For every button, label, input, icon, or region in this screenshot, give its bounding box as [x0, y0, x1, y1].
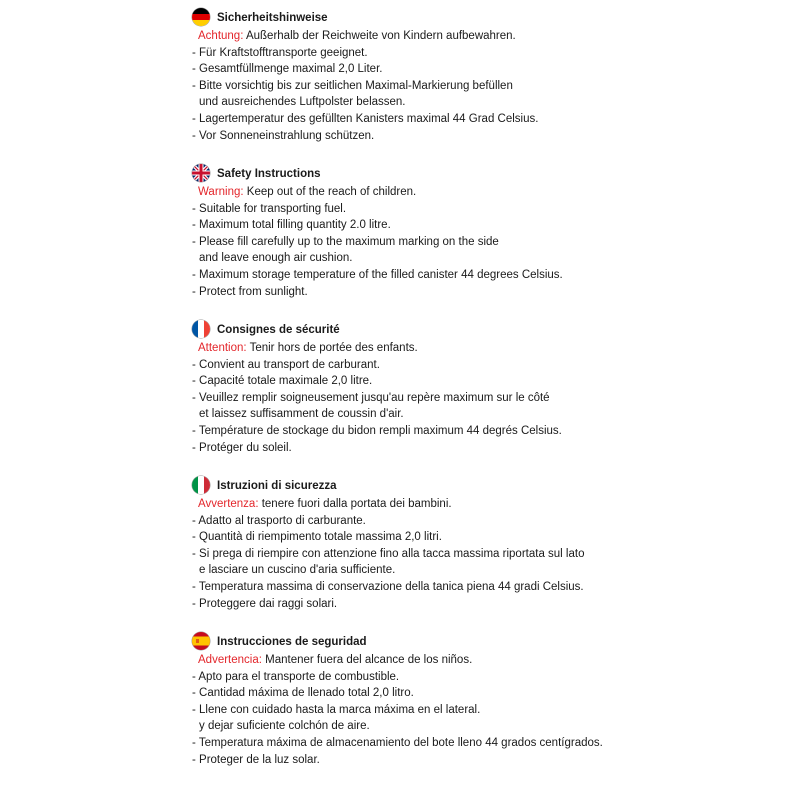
instruction-line: - Proteger de la luz solar.: [192, 753, 320, 766]
section-german: [192, 8, 782, 144]
warning-label: Advertencia:: [198, 654, 262, 666]
italy-flag-icon: [192, 476, 210, 494]
warning-line: [192, 28, 782, 45]
section-header: [192, 8, 782, 28]
section-french: [192, 320, 782, 456]
instruction-line: - Vor Sonneneinstrahlung schützen.: [192, 129, 375, 142]
instruction-line-continued: and leave enough air cushion.: [199, 252, 353, 265]
instruction-line: - Llene con cuidado hasta la marca máxima en el lateral.: [192, 703, 481, 716]
warning-line: [192, 184, 782, 201]
section-title: Safety Instructions: [217, 168, 321, 180]
warning-line: [192, 340, 782, 357]
warning-text: Tenir hors de portée des enfants.: [246, 342, 418, 354]
warning-label: Attention:: [198, 342, 247, 354]
instruction-line: - Apto para el transporte de combustible.: [192, 670, 400, 683]
warning-text: Mantener fuera del alcance de los niños.: [261, 654, 473, 666]
section-header: [192, 632, 782, 652]
section-header: [192, 164, 782, 184]
section-spanish: [192, 632, 782, 768]
section-title: Consignes de sécurité: [217, 324, 340, 336]
instruction-line: - Protéger du soleil.: [192, 441, 292, 454]
warning-line: [192, 496, 782, 513]
instruction-line: - Quantità di riempimento totale massima 2,0 litri.: [192, 531, 442, 544]
instruction-line-continued: et laissez suffisamment de coussin d'air.: [199, 408, 404, 421]
section-header: [192, 476, 782, 496]
instruction-line: - Adatto al trasporto di carburante.: [192, 514, 366, 527]
warning-text: Außerhalb der Reichweite von Kindern aufbewahren.: [243, 30, 516, 42]
instruction-line: - Für Kraftstofftransporte geeignet.: [192, 46, 368, 59]
section-italian: [192, 476, 782, 612]
france-flag-icon: [192, 320, 210, 338]
germany-flag-icon: [192, 8, 210, 26]
instruction-line: - Suitable for transporting fuel.: [192, 202, 347, 215]
instruction-line-continued: und ausreichendes Luftpolster belassen.: [199, 96, 406, 109]
warning-text: tenere fuori dalla portata dei bambini.: [258, 498, 452, 510]
section-header: [192, 320, 782, 340]
instruction-line: - Capacité totale maximale 2,0 litre.: [192, 375, 373, 388]
instruction-line: - Veuillez remplir soigneusement jusqu'au repère maximum sur le côté: [192, 391, 550, 404]
instruction-line: - Température de stockage du bidon rempli maximum 44 degrés Celsius.: [192, 424, 562, 437]
instruction-line: - Lagertemperatur des gefüllten Kanisters maximal 44 Grad Celsius.: [192, 112, 539, 125]
section-english: [192, 164, 782, 300]
instruction-line-continued: y dejar suficiente colchón de aire.: [199, 720, 370, 733]
instruction-line: - Cantidad máxima de llenado total 2,0 litro.: [192, 687, 414, 700]
warning-text: Keep out of the reach of children.: [243, 186, 417, 198]
section-title: Sicherheitshinweise: [217, 12, 328, 24]
instruction-line: - Convient au transport de carburant.: [192, 358, 380, 371]
uk-flag-icon: [192, 164, 210, 182]
instruction-line: - Gesamtfüllmenge maximal 2,0 Liter.: [192, 63, 383, 76]
spain-flag-icon: [192, 632, 210, 650]
instruction-line: - Temperatura máxima de almacenamiento del bote lleno 44 grados centígrados.: [192, 736, 603, 749]
warning-label: Achtung:: [198, 30, 244, 42]
instruction-line: - Protect from sunlight.: [192, 285, 308, 298]
instruction-line: - Si prega di riempire con attenzione fino alla tacca massima riportata sul lato: [192, 547, 585, 560]
warning-line: [192, 652, 782, 669]
section-title: Instrucciones de seguridad: [217, 636, 367, 648]
warning-label: Warning:: [198, 186, 244, 198]
instruction-line: - Proteggere dai raggi solari.: [192, 597, 338, 610]
instruction-line-continued: e lasciare un cuscino d'aria sufficiente.: [199, 564, 396, 577]
instruction-line: - Maximum storage temperature of the filled canister 44 degrees Celsius.: [192, 268, 563, 281]
instruction-line: - Temperatura massima di conservazione della tanica piena 44 gradi Celsius.: [192, 580, 584, 593]
instruction-line: - Please fill carefully up to the maximum marking on the side: [192, 235, 499, 248]
instruction-line: - Maximum total filling quantity 2.0 litre.: [192, 219, 391, 232]
section-title: Istruzioni di sicurezza: [217, 480, 337, 492]
instruction-line: - Bitte vorsichtig bis zur seitlichen Maximal-Markierung befüllen: [192, 79, 513, 92]
warning-label: Avvertenza:: [198, 498, 259, 510]
